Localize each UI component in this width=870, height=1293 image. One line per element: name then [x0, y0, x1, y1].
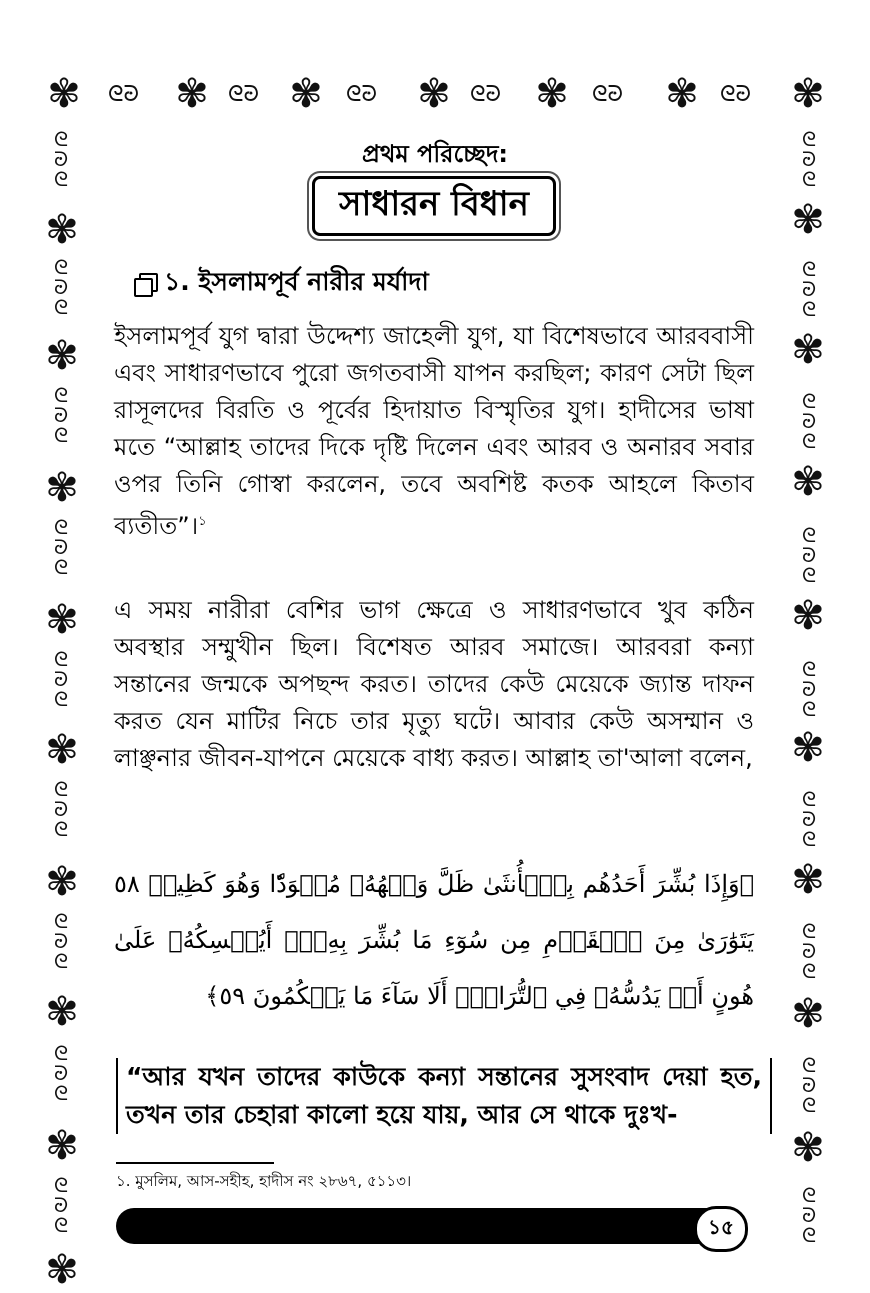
flower-icon: ✾ [45, 1123, 79, 1169]
flower-icon: ✾ [45, 989, 79, 1035]
flower-icon: ✾ [47, 71, 81, 117]
page-number: ১৫ [694, 1206, 748, 1252]
flower-icon: ✾ [665, 71, 699, 117]
swirl-icon: ᘓᘒ [470, 82, 501, 107]
swirl-icon: ᘓᘒᘓ [798, 922, 822, 982]
swirl-icon: ᘓᘒᘓ [50, 386, 74, 446]
flower-icon: ✾ [45, 333, 79, 379]
swirl-icon: ᘓᘒᘓ [798, 1186, 822, 1246]
flower-icon: ✾ [45, 727, 79, 773]
swirl-icon: ᘓᘒᘓ [50, 912, 74, 972]
footnote-divider [116, 1162, 274, 1164]
paragraph-1 [114, 318, 754, 545]
chapter-label: প্রথম পরিচ্ছেদ: [361, 140, 509, 168]
section-heading-text: ১. ইসলামপূর্ব নারীর মর্যাদা [164, 267, 429, 296]
footnote: ১. মুসলিম, আস-সহীহ, হাদীস নং ২৮৬৭, ৫১১৩। [116, 1172, 412, 1190]
swirl-icon: ᘓᘒᘓ [798, 1056, 822, 1116]
flower-icon: ✾ [535, 71, 569, 117]
paragraph-2: এ সময় নারীরা বেশির ভাগ ক্ষেত্রে ও সাধারণভাবে খুব কঠিন অবস্থার সম্মুখীন ছিল। বিশেষত আরব সমাজে। আরবরা কন্যা সন্তানের জন্মকে অপছন্দ করত। তাদের কেউ মেয়েকে জ্যান্ত দাফন করত যেন মাটির নিচে তার মৃত্যু ঘটে। আবার কেউ অসম্মান ও লাঞ্ছনার জীবন-যাপনে মেয়েকে বাধ্য করত। আল্লাহ তা'আলা বলেন, [114, 596, 754, 772]
swirl-icon: ᘓᘒᘓ [50, 130, 74, 190]
paragraph-1-text: ইসলামপূর্ব যুগ দ্বারা উদ্দেশ্য জাহেলী যুগ, যা বিশেষভাবে আরববাসী এবং সাধারণভাবে পুরো জগতবাসী যাপন করছিল; কারণ সেটা ছিল রাসূলদের বিরতি ও পূর্বের হিদায়াত বিস্মৃতির যুগ। হাদীসের ভাষা মতে “আল্লাহ তাদের দিকে দৃষ্টি দিলেন এবং আরব ও অনারব সবার ওপর তিনি গোস্বা করলেন, তবে অবশিষ্ট কতক আহলে কিতাব ব্যতীত”। [114, 322, 754, 540]
flower-icon: ✾ [791, 593, 825, 639]
flower-icon: ✾ [417, 71, 451, 117]
arabic-verse: ﴿وَإِذَا بُشِّرَ أَحَدُهُم بِٱلۡأُنثَىٰ ظَلَّ وَجۡهُهُۥ مُسۡوَدّٗا وَهُوَ كَظِيمٞ ٥٨ يَتَوَٰرَىٰ مِنَ ٱلۡقَوۡمِ مِن سُوٓءِ مَا بُشِّرَ بِهِۦٓۚ أَيُمۡسِكُهُۥ عَلَىٰ هُونٍ أَمۡ يَدُسُّهُۥ فِي ٱلتُّرَابِۗ أَلَا سَآءَ مَا يَحۡكُمُونَ ٥٩﴾ [114, 870, 754, 1010]
flower-icon: ✾ [791, 725, 825, 771]
swirl-icon: ᘓᘒᘓ [798, 392, 822, 452]
page-footer-bar [116, 1208, 736, 1244]
section-heading [134, 262, 429, 305]
swirl-icon: ᘓᘒᘓ [50, 518, 74, 578]
swirl-icon: ᘓᘒᘓ [50, 780, 74, 840]
chapter-title-box [312, 176, 556, 236]
footnote-reference: ১ [198, 514, 207, 529]
swirl-icon: ᘓᘒ [228, 82, 259, 107]
flower-icon: ✾ [791, 857, 825, 903]
flower-icon: ✾ [791, 1125, 825, 1171]
swirl-icon: ᘓᘒᘓ [798, 790, 822, 850]
flower-icon: ✾ [791, 197, 825, 243]
flower-icon: ✾ [289, 71, 323, 117]
flower-icon: ✾ [45, 1247, 79, 1293]
flower-icon: ✾ [791, 71, 825, 117]
swirl-icon: ᘓᘒᘓ [50, 258, 74, 318]
chapter-title: সাধারন বিধান [339, 183, 529, 224]
swirl-icon: ᘓᘒ [720, 82, 751, 107]
swirl-icon: ᘓᘒᘓ [798, 660, 822, 720]
swirl-icon: ᘓᘒᘓ [50, 1044, 74, 1104]
swirl-icon: ᘓᘒᘓ [798, 130, 822, 190]
swirl-icon: ᘓᘒᘓ [798, 526, 822, 586]
swirl-icon: ᘓᘒᘓ [50, 650, 74, 710]
flower-icon: ✾ [175, 71, 209, 117]
verse-translation: “আর যখন তাদের কাউকে কন্যা সন্তানের সুসংবাদ দেয়া হত, তখন তার চেহারা কালো হয়ে যায়, আর সে থাকে দুঃখ- [116, 1058, 772, 1134]
document-icon [134, 273, 156, 295]
flower-icon: ✾ [45, 207, 79, 253]
flower-icon: ✾ [45, 597, 79, 643]
flower-icon: ✾ [45, 465, 79, 511]
swirl-icon: ᘓᘒ [108, 82, 139, 107]
swirl-icon: ᘓᘒᘓ [50, 1176, 74, 1236]
flower-icon: ✾ [791, 991, 825, 1037]
flower-icon: ✾ [791, 459, 825, 505]
swirl-icon: ᘓᘒ [346, 82, 377, 107]
flower-icon: ✾ [45, 859, 79, 905]
swirl-icon: ᘓᘒᘓ [798, 260, 822, 320]
flower-icon: ✾ [791, 327, 825, 373]
swirl-icon: ᘓᘒ [592, 82, 623, 107]
